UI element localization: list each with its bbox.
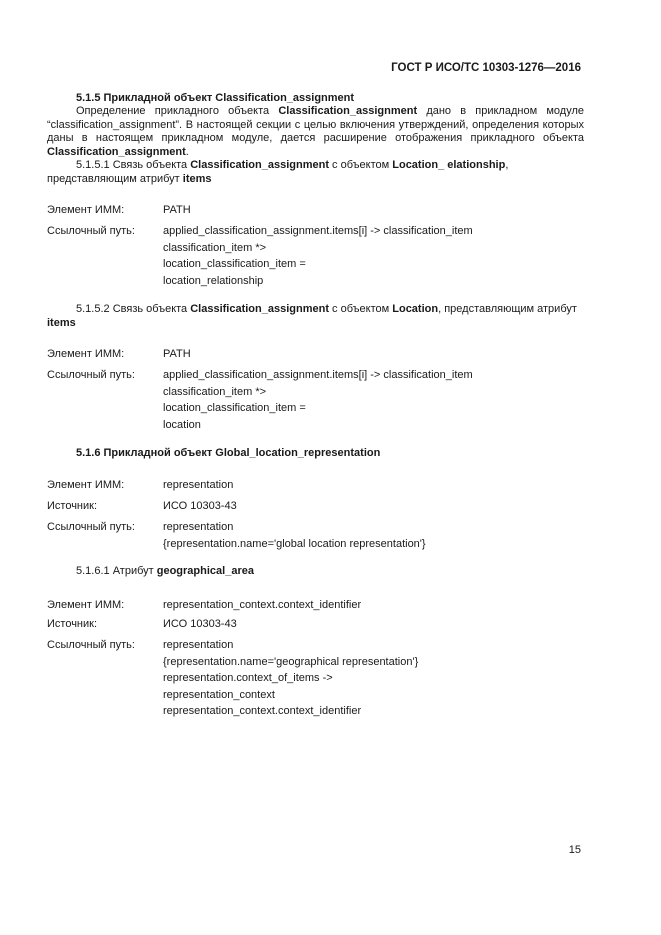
mapping-value: classification_item *> bbox=[163, 385, 267, 398]
paragraph-text: Определение прикладного объекта bbox=[76, 105, 279, 117]
mapping-value: representation_context.context_identifier bbox=[163, 599, 362, 611]
mapping-label: Элемент ИММ: bbox=[47, 348, 125, 360]
mapping-value: {representation.name='geographical representation'} bbox=[163, 655, 419, 668]
page-number: 15 bbox=[568, 844, 581, 856]
mapping-label: Источник: bbox=[47, 618, 98, 630]
section-heading-5-1-5: 5.1.5 Прикладной объект Classification_assignment bbox=[76, 92, 355, 104]
entity-name: Classification_assignment bbox=[47, 145, 186, 158]
mapping-label: Элемент ИММ: bbox=[47, 204, 125, 216]
mapping-value: applied_classification_assignment.items[i] -> classification_item bbox=[163, 369, 473, 381]
attribute-name: items bbox=[182, 172, 212, 185]
subsection-heading-5-1-6-1 bbox=[47, 565, 584, 579]
attribute-name: items bbox=[47, 316, 76, 329]
mapping-value: PATH bbox=[163, 348, 191, 360]
mapping-value: location_relationship bbox=[163, 274, 264, 287]
mapping-values bbox=[163, 498, 237, 515]
subsection-heading-5-1-5-2 bbox=[47, 303, 584, 330]
mapping-values bbox=[163, 367, 473, 433]
mapping-value: representation_context.context_identifier bbox=[163, 705, 362, 717]
mapping-value: representation_context bbox=[163, 688, 275, 701]
heading-text: с объектом bbox=[329, 159, 393, 171]
mapping-label: Ссылочный путь: bbox=[47, 639, 135, 651]
mapping-value: representation.context_of_items -> bbox=[163, 672, 333, 684]
mapping-label: Ссылочный путь: bbox=[47, 521, 135, 533]
heading-text: 5.1.5.1 Связь объекта bbox=[76, 159, 191, 171]
mapping-label: Источник: bbox=[47, 500, 98, 512]
mapping-value: representation bbox=[163, 521, 234, 533]
mapping-value: applied_classification_assignment.items[i] -> classification_item bbox=[163, 225, 473, 237]
paragraph-text: . bbox=[185, 145, 189, 158]
entity-name: Classification_assignment bbox=[190, 303, 329, 315]
entity-name: Location_ elationship bbox=[392, 159, 506, 171]
mapping-value: location bbox=[163, 418, 201, 431]
standard-identifier: ГОСТ Р ИСО/ТС 10303-1276—2016 bbox=[391, 62, 581, 74]
mapping-values bbox=[163, 519, 426, 552]
mapping-values bbox=[163, 616, 237, 633]
mapping-value: ИСО 10303-43 bbox=[163, 500, 237, 512]
section-heading-5-1-6: 5.1.6 Прикладной объект Global_location_representation bbox=[76, 447, 381, 459]
heading-text: 5.1.5.2 Связь объекта bbox=[76, 303, 191, 315]
entity-name: Classification_assignment bbox=[278, 105, 418, 117]
heading-text: с объектом bbox=[329, 303, 393, 315]
mapping-label: Ссылочный путь: bbox=[47, 369, 135, 381]
mapping-value: location_classification_item = bbox=[163, 402, 306, 414]
section-paragraph-5-1-5 bbox=[47, 105, 584, 159]
attribute-name: geographical_area bbox=[156, 565, 254, 577]
entity-name: Location bbox=[392, 303, 439, 315]
mapping-label: Ссылочный путь: bbox=[47, 225, 135, 237]
paragraph-text: дано в прикладном модуле “classification_assignment”. В настоящей секции с целью включения утверждений, определения которых даны в настоящем прикладном модуле, дается расширение отображения прикладного объекта bbox=[47, 105, 584, 144]
mapping-value: location_classification_item = bbox=[163, 258, 306, 270]
mapping-label: Элемент ИММ: bbox=[47, 599, 125, 611]
heading-text: , представляющим атрибут bbox=[438, 303, 577, 315]
entity-name: Classification_assignment bbox=[190, 159, 329, 171]
mapping-values bbox=[163, 597, 361, 614]
heading-text: , представляющим атрибут bbox=[47, 159, 509, 185]
mapping-value: {representation.name='global location representation'} bbox=[163, 537, 426, 550]
mapping-values bbox=[163, 477, 233, 494]
mapping-values bbox=[163, 346, 191, 363]
mapping-label: Элемент ИММ: bbox=[47, 479, 125, 491]
mapping-value: ИСО 10303-43 bbox=[163, 618, 237, 630]
mapping-values bbox=[163, 637, 418, 720]
subsection-heading-5-1-5-1 bbox=[47, 159, 584, 186]
mapping-value: representation bbox=[163, 639, 234, 651]
mapping-value: PATH bbox=[163, 204, 191, 216]
mapping-value: representation bbox=[163, 479, 234, 491]
mapping-values bbox=[163, 223, 473, 289]
heading-text: 5.1.6.1 Атрибут bbox=[76, 565, 157, 577]
mapping-value: classification_item *> bbox=[163, 241, 267, 254]
mapping-values bbox=[163, 202, 191, 219]
